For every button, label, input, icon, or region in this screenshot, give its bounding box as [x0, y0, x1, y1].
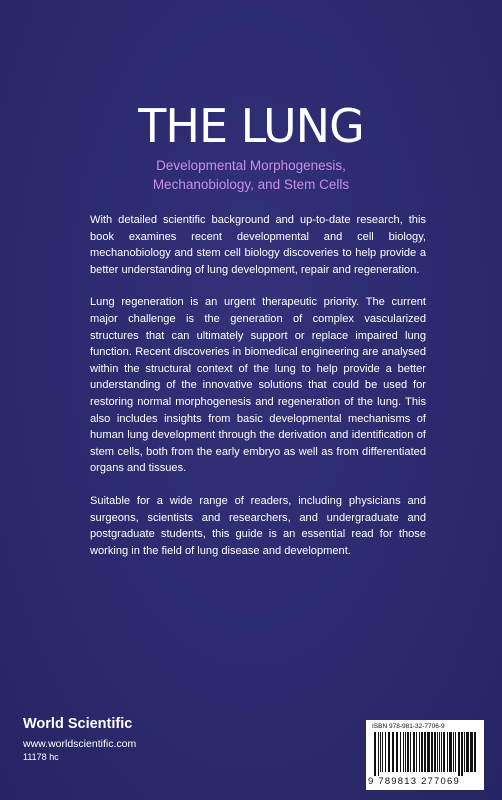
barcode-bar [378, 732, 379, 776]
barcode-bar [427, 732, 430, 772]
barcode-bar [453, 732, 454, 772]
barcode-bar [380, 732, 381, 772]
barcode-bar [400, 732, 401, 772]
barcode-bar [455, 732, 456, 772]
barcode-bar [470, 732, 473, 772]
barcode-bar [434, 732, 436, 772]
book-subtitle [0, 156, 502, 194]
barcode-bar [424, 732, 426, 772]
barcode-bar [385, 732, 386, 772]
barcode-digits: 9 789813 277069 [368, 776, 460, 787]
barcode-bar [405, 732, 406, 772]
description-paragraph-3: Suitable for a wide range of readers, including physicians and surgeons, scientists and researchers, and undergraduate and postgraduate students, this guide is an essential read for those working in the field of lung disease and development. [90, 494, 426, 557]
barcode-bar [458, 732, 460, 776]
barcode-bar [431, 732, 433, 772]
barcode-bar [441, 732, 442, 772]
barcode-bar [449, 732, 452, 772]
description-paragraph-1: With detailed scientific background and up-to-date research, this book examines recent developmental and cell biology, mechanobiology and stem cell biology discoveries to help provide a better understanding of lung development, repair and regeneration. [90, 214, 426, 276]
barcode-bar [421, 732, 423, 772]
barcode-bar [382, 732, 383, 772]
barcode-bar [388, 732, 390, 772]
barcode-bar [410, 732, 411, 772]
barcode-bar [461, 732, 463, 776]
barcode-bar [413, 732, 415, 772]
barcode-bar [466, 732, 469, 772]
barcode-bar [464, 732, 465, 772]
barcode-bar [419, 732, 420, 772]
barcode-bar [439, 732, 440, 772]
description-paragraph-2: Lung regeneration is an urgent therapeutic priority. The current major challenge is the generation of complex vascularized structures that can ultimately support or replace impaired lung function. Recent discoveries in biomedical engineering are analysed within the structural context of the lung to help provide a better understanding of the innovative solutions that could be used for restoring normal morphogenesis and regeneration of the lung. This also includes insights from basic developmental mechanisms of human lung development through the derivation and identification of stem cells, both from the early embryo as well as from differentiated organs and tissues. [90, 296, 426, 475]
book-description [90, 212, 426, 575]
barcode-bar [392, 732, 394, 772]
book-title: THE LUNG [138, 99, 364, 153]
publisher-block [23, 716, 136, 764]
isbn-barcode [366, 720, 484, 790]
publisher-name: World Scientific [23, 716, 133, 732]
barcode-bar [374, 732, 376, 776]
publisher-url: www.worldscientific.com [23, 738, 137, 750]
subtitle-line-1: Developmental Morphogenesis, [156, 158, 346, 173]
barcode-bar [447, 732, 448, 772]
barcode-bar [437, 732, 438, 772]
barcode-bars [372, 732, 478, 776]
barcode-bar [396, 732, 398, 772]
publisher-code: 11178 hc [23, 752, 59, 762]
isbn-label: ISBN 978-981-32-7706-9 [372, 723, 445, 730]
barcode-bar [407, 732, 409, 772]
barcode-bar [416, 732, 417, 772]
barcode-bar [443, 732, 445, 772]
subtitle-line-2: Mechanobiology, and Stem Cells [152, 177, 350, 192]
barcode-bar [474, 732, 476, 772]
barcode-bar [403, 732, 404, 772]
